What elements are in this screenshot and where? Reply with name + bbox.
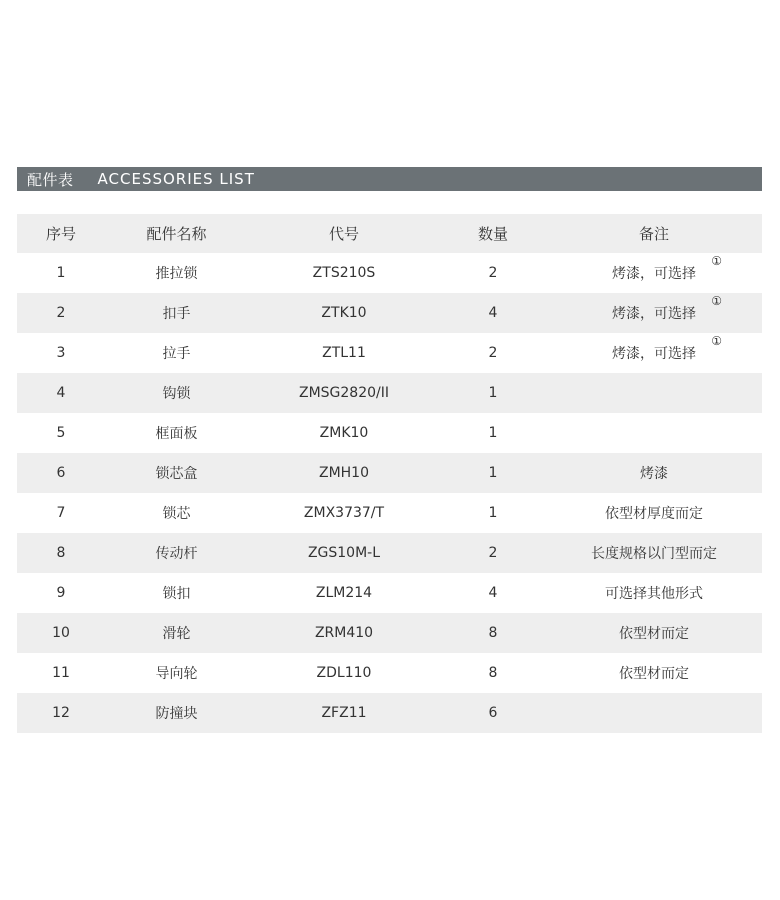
cell-name-text: 导向轮 bbox=[155, 666, 198, 682]
cell-index bbox=[17, 585, 105, 601]
cell-remark bbox=[546, 334, 762, 363]
cell-code-text: ZMH10 bbox=[318, 465, 369, 481]
note-marker: ① bbox=[711, 294, 722, 308]
cell-quantity-text: 8 bbox=[488, 625, 498, 641]
cell-name bbox=[105, 383, 248, 403]
table-row bbox=[17, 653, 762, 693]
cell-index-text: 2 bbox=[56, 305, 66, 321]
cell-code bbox=[248, 665, 440, 681]
table-row bbox=[17, 333, 762, 373]
table-body bbox=[17, 253, 762, 733]
cell-quantity-text: 2 bbox=[488, 545, 498, 561]
cell-index bbox=[17, 625, 105, 641]
cell-name bbox=[105, 663, 248, 683]
cell-code bbox=[248, 425, 440, 441]
cell-remark-text: 依型材厚度而定 bbox=[605, 506, 703, 522]
cell-remark-text: 可选择其他形式 bbox=[605, 586, 703, 602]
cell-quantity-text: 1 bbox=[488, 465, 498, 481]
header-quantity: 数量 bbox=[477, 225, 508, 243]
cell-quantity-text: 1 bbox=[488, 425, 498, 441]
cell-name-text: 滑轮 bbox=[162, 626, 191, 642]
header-remark: 备注 bbox=[638, 225, 669, 243]
table-row bbox=[17, 533, 762, 573]
cell-index-text: 9 bbox=[56, 585, 66, 601]
cell-remark-text: 烤漆，可选择 bbox=[612, 346, 696, 362]
cell-code-text: ZGS10M-L bbox=[307, 545, 381, 561]
cell-quantity bbox=[440, 545, 546, 561]
accessories-table bbox=[17, 214, 762, 733]
table-row bbox=[17, 613, 762, 653]
cell-name-text: 锁芯 bbox=[162, 506, 191, 522]
title-chinese: 配件表 bbox=[27, 170, 74, 189]
cell-quantity bbox=[440, 345, 546, 361]
cell-code bbox=[248, 265, 440, 281]
cell-name bbox=[105, 303, 248, 323]
cell-name bbox=[105, 343, 248, 363]
cell-remark-text: 依型材而定 bbox=[619, 626, 689, 642]
cell-remark bbox=[546, 583, 762, 603]
cell-quantity-text: 6 bbox=[488, 705, 498, 721]
cell-code-text: ZMSG2820/II bbox=[298, 385, 389, 401]
cell-index-text: 5 bbox=[56, 425, 66, 441]
cell-code bbox=[248, 705, 440, 721]
title-english: ACCESSORIES LIST bbox=[97, 170, 255, 188]
cell-name bbox=[105, 543, 248, 563]
cell-remark bbox=[546, 543, 762, 563]
cell-quantity bbox=[440, 625, 546, 641]
cell-index bbox=[17, 705, 105, 721]
table-row bbox=[17, 453, 762, 493]
cell-index bbox=[17, 305, 105, 321]
table-row bbox=[17, 573, 762, 613]
cell-quantity bbox=[440, 265, 546, 281]
cell-code bbox=[248, 545, 440, 561]
cell-name bbox=[105, 623, 248, 643]
cell-code-text: ZLM214 bbox=[315, 585, 373, 601]
table-row bbox=[17, 293, 762, 333]
cell-name-text: 拉手 bbox=[162, 346, 191, 362]
cell-index bbox=[17, 385, 105, 401]
table-row bbox=[17, 253, 762, 293]
cell-code bbox=[248, 345, 440, 361]
cell-quantity-text: 4 bbox=[488, 585, 498, 601]
cell-code bbox=[248, 305, 440, 321]
table-header-row bbox=[17, 214, 762, 253]
cell-code-text: ZTS210S bbox=[312, 265, 376, 281]
table-row bbox=[17, 373, 762, 413]
cell-index-text: 3 bbox=[56, 345, 66, 361]
section-title-bar bbox=[17, 167, 762, 191]
cell-code bbox=[248, 505, 440, 521]
cell-index bbox=[17, 265, 105, 281]
cell-code-text: ZTL11 bbox=[322, 345, 366, 361]
cell-remark-text: 烤漆，可选择 bbox=[612, 306, 696, 322]
cell-name bbox=[105, 583, 248, 603]
cell-quantity-text: 1 bbox=[488, 385, 498, 401]
cell-index bbox=[17, 545, 105, 561]
cell-name-text: 锁芯盒 bbox=[155, 466, 198, 482]
cell-index bbox=[17, 665, 105, 681]
cell-code-text: ZMK10 bbox=[319, 425, 369, 441]
cell-quantity-text: 1 bbox=[488, 505, 498, 521]
cell-index bbox=[17, 425, 105, 441]
cell-index-text: 11 bbox=[52, 665, 70, 681]
cell-index-text: 6 bbox=[56, 465, 66, 481]
cell-name-text: 钩锁 bbox=[162, 386, 191, 402]
cell-quantity bbox=[440, 385, 546, 401]
cell-index-text: 4 bbox=[56, 385, 66, 401]
cell-index-text: 12 bbox=[52, 705, 70, 721]
cell-quantity bbox=[440, 465, 546, 481]
cell-name bbox=[105, 703, 248, 723]
table-row bbox=[17, 413, 762, 453]
table-row bbox=[17, 693, 762, 733]
cell-quantity bbox=[440, 425, 546, 441]
cell-quantity-text: 4 bbox=[488, 305, 498, 321]
cell-name bbox=[105, 503, 248, 523]
cell-code bbox=[248, 465, 440, 481]
cell-remark-text: 依型材而定 bbox=[619, 666, 689, 682]
cell-remark-text: 烤漆 bbox=[640, 466, 668, 482]
cell-name-text: 防撞块 bbox=[155, 706, 198, 722]
cell-quantity bbox=[440, 505, 546, 521]
header-code: 代号 bbox=[328, 225, 359, 243]
cell-remark bbox=[546, 503, 762, 523]
cell-code-text: ZFZ11 bbox=[321, 705, 367, 721]
cell-remark bbox=[546, 623, 762, 643]
cell-code bbox=[248, 625, 440, 641]
cell-name-text: 传动杆 bbox=[155, 546, 198, 562]
cell-remark bbox=[546, 663, 762, 683]
cell-remark bbox=[546, 254, 762, 283]
cell-name bbox=[105, 423, 248, 443]
cell-name-text: 锁扣 bbox=[162, 586, 191, 602]
cell-index bbox=[17, 465, 105, 481]
cell-code bbox=[248, 385, 440, 401]
cell-code-text: ZMX3737/T bbox=[303, 505, 385, 521]
cell-remark bbox=[546, 294, 762, 323]
cell-name-text: 扣手 bbox=[162, 306, 191, 322]
cell-quantity bbox=[440, 305, 546, 321]
cell-quantity-text: 8 bbox=[488, 665, 498, 681]
cell-remark-text: 烤漆，可选择 bbox=[612, 266, 696, 282]
cell-code bbox=[248, 585, 440, 601]
cell-code-text: ZTK10 bbox=[321, 305, 367, 321]
cell-index-text: 1 bbox=[56, 265, 66, 281]
cell-name-text: 推拉锁 bbox=[155, 266, 198, 282]
cell-quantity bbox=[440, 705, 546, 721]
table-row bbox=[17, 493, 762, 533]
cell-index-text: 7 bbox=[56, 505, 66, 521]
cell-quantity-text: 2 bbox=[488, 265, 498, 281]
note-marker: ① bbox=[711, 334, 722, 348]
cell-remark bbox=[546, 463, 762, 483]
cell-remark-text: 长度规格以门型而定 bbox=[591, 546, 717, 562]
cell-quantity-text: 2 bbox=[488, 345, 498, 361]
cell-name bbox=[105, 463, 248, 483]
cell-index bbox=[17, 345, 105, 361]
cell-index bbox=[17, 505, 105, 521]
cell-index-text: 10 bbox=[52, 625, 70, 641]
header-index: 序号 bbox=[45, 225, 76, 243]
cell-quantity bbox=[440, 665, 546, 681]
note-marker: ① bbox=[711, 254, 722, 268]
cell-code-text: ZDL110 bbox=[316, 665, 372, 681]
cell-name bbox=[105, 263, 248, 283]
cell-index-text: 8 bbox=[56, 545, 66, 561]
header-name: 配件名称 bbox=[146, 225, 207, 243]
cell-name-text: 框面板 bbox=[155, 426, 198, 442]
cell-code-text: ZRM410 bbox=[314, 625, 374, 641]
cell-quantity bbox=[440, 585, 546, 601]
